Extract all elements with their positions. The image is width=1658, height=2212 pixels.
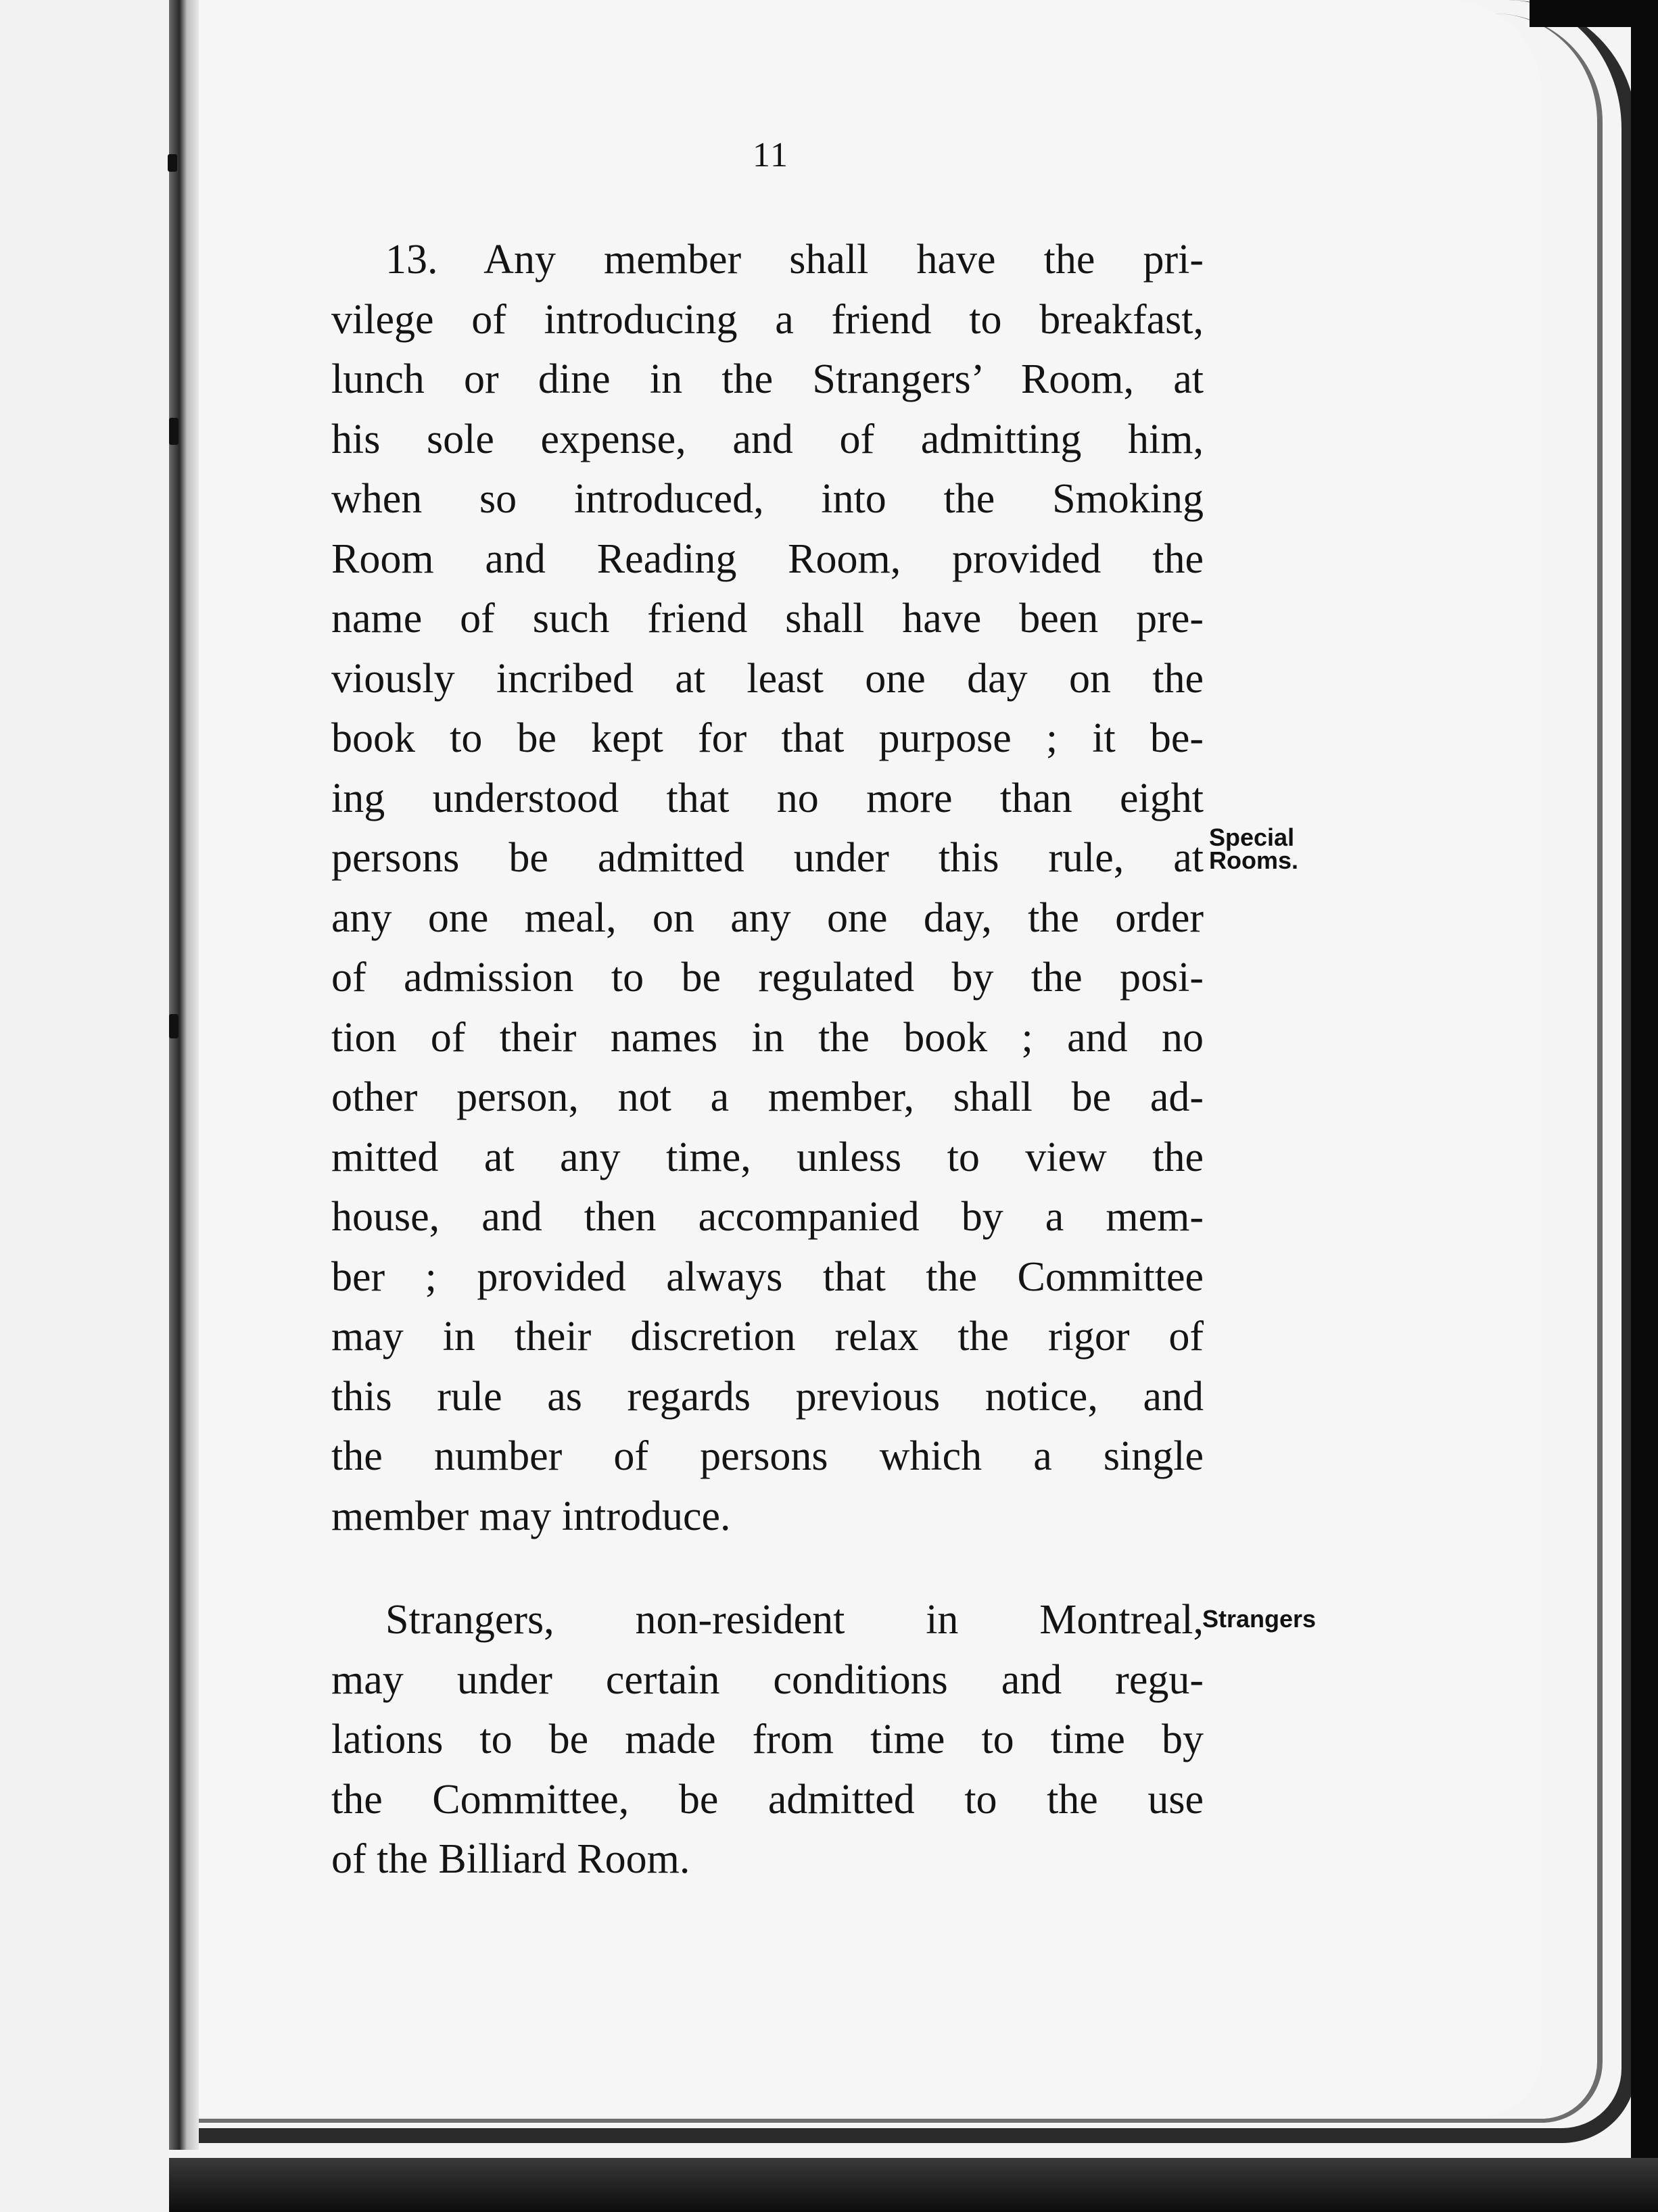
text-line: persons be admitted under this rule, at <box>331 835 1204 881</box>
text-line: lunch or dine in the Strangers’ Room, at <box>331 356 1204 402</box>
rule-13-paragraph <box>331 230 1204 1546</box>
text-line: 13. Any member shall have the pri- <box>385 237 1204 283</box>
text-line: when so introduced, into the Smoking <box>331 476 1204 522</box>
margin-note-strangers: Strangers <box>1202 1605 1317 1633</box>
text-line: viously incribed at least one day on the <box>331 655 1204 702</box>
binding-mark <box>169 1014 179 1038</box>
text-line: ing understood that no more than eight <box>331 775 1204 821</box>
text-line: the number of persons which a single <box>331 1433 1204 1479</box>
scan-border-right <box>1631 0 1658 2212</box>
text-line: ber ; provided always that the Committee <box>331 1253 1204 1300</box>
text-line: this rule as regards previous notice, and <box>331 1373 1204 1420</box>
text-line: Room and Reading Room, provided the <box>331 535 1204 582</box>
text-line: mitted at any time, unless to view the <box>331 1134 1204 1180</box>
text-line: vilege of introducing a friend to breakfast, <box>331 296 1204 343</box>
left-margin <box>0 0 169 2212</box>
scan-border-bottom <box>169 2158 1658 2212</box>
text-line: his sole expense, and of admitting him, <box>331 416 1204 462</box>
book-binding <box>169 0 199 2150</box>
text-line: tion of their names in the book ; and no <box>331 1014 1204 1061</box>
text-line: of admission to be regulated by the posi- <box>331 955 1204 1001</box>
text-line: name of such friend shall have been pre- <box>331 596 1204 642</box>
scan-border-corner <box>1530 0 1631 27</box>
text-line: house, and then accompanied by a mem- <box>331 1194 1204 1240</box>
text-line: other person, not a member, shall be ad- <box>331 1074 1204 1120</box>
text-line: any one meal, on any one day, the order <box>331 894 1204 941</box>
text-line: book to be kept for that purpose ; it be- <box>331 715 1204 761</box>
margin-note-special-rooms <box>1209 823 1299 874</box>
text-line: Strangers, non-resident in Montreal, <box>385 1597 1204 1643</box>
strangers-paragraph <box>331 1590 1204 1890</box>
page-number: 11 <box>752 136 790 174</box>
text-line: of the Billiard Room. <box>331 1836 690 1882</box>
margin-note-line: Rooms. <box>1209 846 1299 874</box>
binding-mark <box>168 154 177 172</box>
binding-mark <box>169 418 179 445</box>
text-line: lations to be made from time to time by <box>331 1716 1204 1762</box>
text-line: member may introduce. <box>331 1493 731 1539</box>
text-line: the Committee, be admitted to the use <box>331 1776 1204 1823</box>
text-line: may in their discretion relax the rigor of <box>331 1314 1204 1360</box>
margin-note-line: Special <box>1209 823 1295 851</box>
text-line: may under certain conditions and regu- <box>331 1656 1204 1703</box>
